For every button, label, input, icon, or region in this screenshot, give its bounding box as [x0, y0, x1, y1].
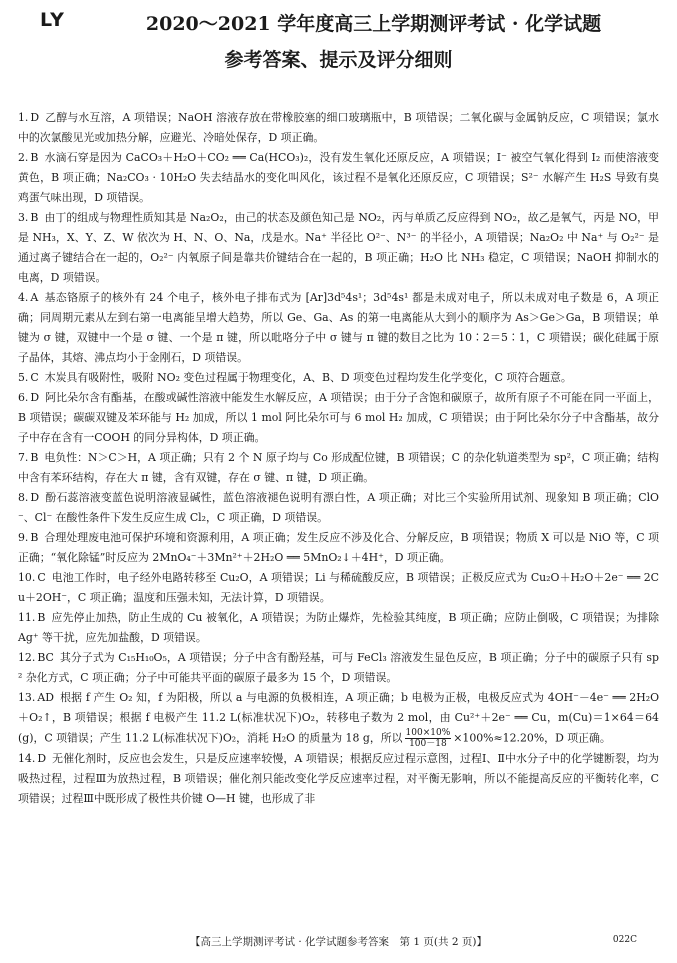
paper-code: LY [40, 9, 65, 31]
item-explanation: 根据 f 产生 O₂ 知，f 为阳极，所以 a 与电源的负极相连，A 项正确；b 电极为正极，电极反应式为 4OH⁻－4e⁻ ══ 2H₂O＋O₂↑，B 项错误；根据 f 电极产生 11.2 L(标准状况下)O₂，转移电子数为 2 mol，由 Cu²⁺＋2e⁻ ══ Cu，m(Cu)＝1×64＝64(g)，C 项错误；产生 11.2 L(标准状况下)O₂，消耗 H₂O 的质量为 18 g，所以 [18, 691, 659, 745]
answer-item [18, 108, 659, 148]
answer-item [18, 148, 659, 208]
answer-item [18, 749, 659, 809]
item-number: 9. [18, 531, 29, 544]
item-explanation: 合理处理废电池可保护环境和资源利用，A 项正确；发生反应不涉及化合、分解反应，B 项错误；物质 X 可以是 NiO 等，C 项正确；“氧化除锰”时反应为 2MnO₄⁻＋3Mn²⁺＋2H₂O ══ 5MnO₂↓＋4H⁺，D 项正确。 [18, 531, 659, 564]
item-explanation: 酚石蕊溶液变蓝色说明溶液显碱性，蓝色溶液褪色说明有漂白性，A 项正确；对比三个实验所用试剂、现象知 B 项正确；ClO⁻、Cl⁻ 在酸性条件下发生反应生成 Cl₂，C 项正确，D 项错误。 [18, 491, 659, 524]
item-number: 7. [18, 451, 29, 464]
item-explanation: 基态铬原子的核外有 24 个电子，核外电子排布式为 [Ar]3d⁵4s¹；3d⁵4s¹ 都是未成对电子，所以未成对电子数是 6，A 项正确；同周期元素从左到右第一电离能呈增大趋势，所以 Ge、Ga、As 的第一电离能从大到小的顺序为 As＞Ge＞Ga，B 项错误；单键为 σ 键，双键中一个是 σ 键、一个是 π 键，所以吡咯分子中 σ 键与 π 键的数目之比为 10∶2＝5∶1，C 项错误；碳化硅属于原子晶体，其熔、沸点均小于金刚石，D 项错误。 [18, 291, 659, 364]
item-number: 6. [18, 391, 29, 404]
item-number: 1. [18, 111, 29, 124]
answer-item [18, 528, 659, 568]
answer-item [18, 388, 659, 448]
item-explanation: 阿比朵尔含有酯基，在酸或碱性溶液中能发生水解反应，A 项错误；由于分子含饱和碳原子，故所有原子不可能在同一平面上，B 项错误；碳碳双键及苯环能与 H₂ 加成，所以 1 mol 阿比朵尔可与 6 mol H₂ 加成，C 项错误；由于阿比朵尔分子中含酯基，故分子中存在含有一COOH 的同分异构体，D 项正确。 [18, 391, 659, 444]
item-number: 11. [18, 611, 36, 624]
answer-item [18, 208, 659, 288]
item-answer: B [30, 451, 39, 464]
item-explanation: 电负性：N＞C＞H，A 项正确；只有 2 个 N 原子均与 Co 形成配位键，B 项错误；C 的杂化轨道类型为 sp²，C 项正确；结构中含有苯环结构，存在大 π 键，含有双键，存在 σ 键、π 键，D 项正确。 [18, 451, 659, 484]
item-explanation: 无催化剂时，反应也会发生，只是反应速率较慢，A 项错误；根据反应过程示意图，过程Ⅰ、Ⅱ中水分子中的化学键断裂，均为吸热过程，过程Ⅲ为放热过程，B 项错误；催化剂只能改变化学反应速率过程，对平衡无影响，所以不能提高反应的平衡转化率，C 项错误；过程Ⅲ中既形成了极性共价键 O—H 键，也形成了非 [18, 752, 659, 805]
page-title: 2020～2021 学年度高三上学期测评考试 · 化学试题 [145, 13, 602, 35]
answer-item [18, 448, 659, 488]
item-explanation: 水滴石穿是因为 CaCO₃＋H₂O＋CO₂ ══ Ca(HCO₃)₂，没有发生氧化还原反应，A 项错误；I⁻ 被空气氧化得到 I₂ 而使溶液变黄色，B 项正确；Na₂CO₃ · 10H₂O 失去结晶水的变化叫风化，该过程不是氧化还原反应，C 项错误；S²⁻ 水解产生 H₂S 导致有臭鸡蛋气味出现，D 项错误。 [18, 151, 659, 204]
item-answer: AD [37, 691, 54, 704]
item-answer: B [37, 611, 46, 624]
item-number: 12. [18, 651, 36, 664]
item-answer: D [30, 491, 40, 504]
answer-item [18, 688, 659, 749]
page-footer [0, 934, 677, 949]
item-number: 13. [18, 691, 36, 704]
footer-text: 【高三上学期测评考试 · 化学试题参考答案 第 1 页(共 2 页)】 [190, 936, 487, 948]
item-number: 8. [18, 491, 29, 504]
item-explanation: 由丁的组成与物理性质知其是 Na₂O₂，由己的状态及颜色知己是 NO₂，丙与单质乙反应得到 NO₂，故乙是氧气，丙是 NO，甲是 NH₃，X、Y、Z、W 依次为 H、N、O、Na，戊是水。Na⁺ 半径比 O²⁻、N³⁻ 的半径小，A 项错误；Na₂O₂ 中 Na⁺ 与 O₂²⁻ 是通过离子键结合在一起的，O₂²⁻ 内氧原子间是靠共价键结合在一起的，B 项正确；H₂O 比 NH₃ 稳定，C 项错误；NaOH 抑制水的电离，D 项错误。 [18, 211, 659, 284]
item-explanation: 木炭具有吸附性，吸附 NO₂ 变色过程属于物理变化，A、B、D 项变色过程均发生化学变化，C 项符合题意。 [44, 371, 572, 384]
item-answer: B [30, 211, 39, 224]
item-answer: A [30, 291, 39, 304]
yield-fraction [405, 728, 452, 749]
page-subtitle: 参考答案、提示及评分细则 [224, 49, 453, 71]
answer-item [18, 288, 659, 368]
answer-item [18, 648, 659, 688]
item-answer: D [30, 111, 40, 124]
item-number: 4. [18, 291, 29, 304]
answer-item [18, 608, 659, 648]
item-answer: B [30, 151, 39, 164]
answer-list [18, 108, 659, 809]
answer-item [18, 488, 659, 528]
item-answer: C [30, 371, 39, 384]
item-explanation: 乙醇与水互溶，A 项错误；NaOH 溶液存放在带橡胶塞的细口玻璃瓶中，B 项错误；二氧化碳与金属钠反应，C 项错误；氯水中的次氯酸见光或加热分解，应避光、冷暗处保存，D 项正确。 [18, 111, 659, 144]
item-number: 2. [18, 151, 29, 164]
item-explanation: 应先停止加热，防止生成的 Cu 被氧化，A 项错误；为防止爆炸，先检验其纯度，B 项正确；应防止倒吸，C 项错误；为排除 Ag⁺ 等干扰，应先加盐酸，D 项错误。 [18, 611, 659, 644]
item-answer: BC [37, 651, 54, 664]
fraction-denominator: 100－18 [409, 739, 447, 749]
item-answer: D [37, 752, 47, 765]
item-answer: C [37, 571, 46, 584]
answer-item [18, 568, 659, 608]
item-number: 10. [18, 571, 36, 584]
footer-code: 022C [612, 935, 637, 945]
fraction-numerator: 100×10% [405, 728, 451, 738]
item-explanation: 电池工作时，电子经外电路转移至 Cu₂O，A 项错误；Li 与稀硫酸反应，B 项错误；正极反应式为 Cu₂O＋H₂O＋2e⁻ ══ 2Cu＋2OH⁻，C 项正确；温度和压强未知，无法计算，D 项错误。 [18, 571, 659, 604]
answer-item [18, 368, 659, 388]
item-explanation-tail: ×100%≈12.20%，D 项正确。 [453, 731, 611, 745]
item-explanation: 其分子式为 C₁₅H₁₀O₅，A 项错误；分子中含有酚羟基，可与 FeCl₃ 溶液发生显色反应，B 项正确；分子中的碳原子只有 sp² 杂化方式，C 项正确；分子中可能共平面的碳原子最多为 15 个，D 项错误。 [18, 651, 659, 684]
item-answer: D [30, 391, 40, 404]
item-number: 5. [18, 371, 29, 384]
item-answer: B [30, 531, 39, 544]
item-number: 14. [18, 752, 36, 765]
item-number: 3. [18, 211, 29, 224]
